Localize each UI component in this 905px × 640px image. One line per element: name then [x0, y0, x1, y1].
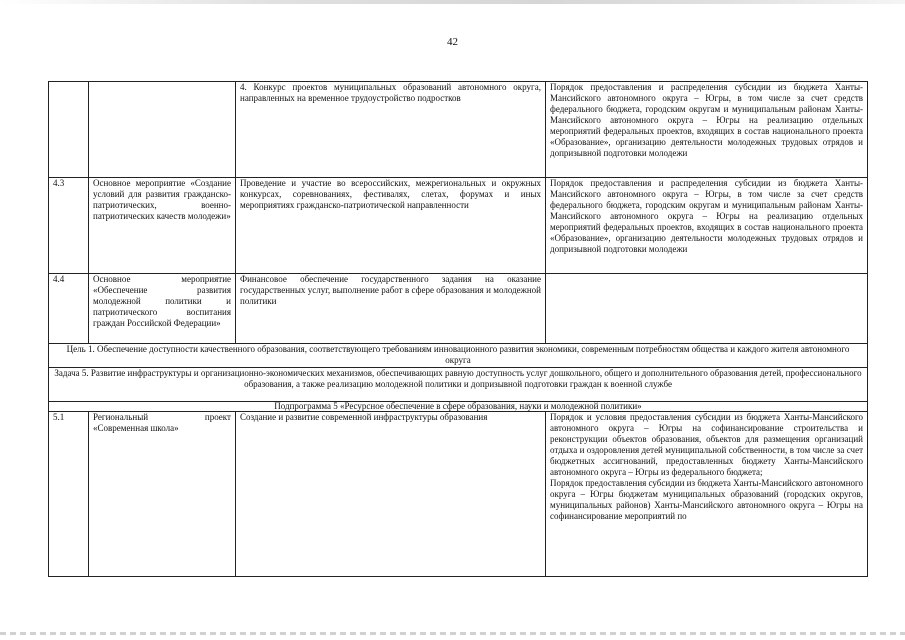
goal-text: Цель 1. Обеспечение доступности качественного образования, соответствующего требованиям инновационного развития экономики, современным потребностям общества и каждого жителя автономного округа — [49, 344, 868, 368]
order-paragraph-1: Порядок и условия предоставления субсидии из бюджета Ханты-Мансийского автономного округа – Югры на софинансирование строительства и реконструкции объектов образования, объектов для размещения организаций отдыха и оздоровления детей муниципальной собственности, в том числе за счет бюджетных ассигнований, предоставленных бюджету Ханты-Мансийского автономного округа – Югры из федерального бюджета; — [550, 412, 863, 477]
activity-name: Основное мероприятие «Создание условий для развития гражданско-патриотических, военно-патриотических качеств молодежи» — [89, 178, 236, 274]
activity-content: Создание и развитие современной инфраструктуры образования — [236, 412, 546, 577]
table-row — [49, 82, 868, 178]
task-text: Задача 5. Развитие инфраструктуры и организационно-экономических механизмов, обеспечивающих равную доступность услуг дошкольного, общего и дополнительного образования детей, профессионального образования, а также реализацию молодежной политики и допризывной подготовки граждан к военной службе — [49, 368, 868, 402]
order-paragraph-2: Порядок предоставления субсидии из бюджета Ханты-Мансийского автономного округа – Югры бюджетам муниципальных образований (городских округов, муниципальных районов) Ханты-Мансийского автономного округа – Югры на софинансирование мероприятий по — [550, 478, 863, 521]
scan-artifact-bottom — [0, 632, 905, 635]
program-table — [48, 81, 868, 577]
row-number: 4.3 — [49, 178, 89, 274]
activity-order: Порядок предоставления и распределения субсидии из бюджета Ханты-Мансийского автономного округа – Югры, в том числе за счет средств федерального бюджета, городским округам и муниципальным районам Ханты-Мансийского автономного округа – Югры на реализацию отдельных мероприятий федеральных проектов, входящих в состав национального проекта «Образование», организацию деятельности молодежных трудовых отрядов и допризывной подготовки молодежи — [546, 82, 868, 178]
activity-name: Основное мероприятие «Обеспечение развития молодежной политики и патриотического воспитания граждан Российской Федерации» — [89, 274, 236, 344]
activity-content: 4. Конкурс проектов муниципальных образований автономного округа, направленных на временное трудоустройство подростков — [236, 82, 546, 178]
subprogram-text: Подпрограмма 5 «Ресурсное обеспечение в сфере образования, науки и молодежной политики» — [49, 402, 868, 412]
activity-content: Проведение и участие во всероссийских, межрегиональных и окружных конкурсах, соревнованиях, фестивалях, слетах, форумах и иных мероприятиях гражданско-патриотической направленности — [236, 178, 546, 274]
table-row — [49, 274, 868, 344]
activity-order — [546, 412, 868, 577]
page-number: 42 — [447, 36, 458, 48]
activity-name: Региональный проект «Современная школа» — [89, 412, 236, 577]
activity-order — [546, 274, 868, 344]
task-row — [49, 368, 868, 402]
activity-content: Финансовое обеспечение государственного задания на оказание государственных услуг, выполнение работ в сфере образования и молодежной политики — [236, 274, 546, 344]
goal-row — [49, 344, 868, 368]
activity-name — [89, 82, 236, 178]
scan-artifact-top — [0, 0, 905, 4]
table-row — [49, 412, 868, 577]
subprogram-row — [49, 402, 868, 412]
row-number — [49, 82, 89, 178]
activity-order: Порядок предоставления и распределения субсидии из бюджета Ханты-Мансийского автономного округа – Югры, в том числе за счет средств федерального бюджета, городским округам и муниципальным районам Ханты-Мансийского автономного округа – Югры на реализацию отдельных мероприятий федеральных проектов, входящих в состав национального проекта «Образование», организацию деятельности молодежных трудовых отрядов и допризывной подготовки молодежи — [546, 178, 868, 274]
row-number: 5.1 — [49, 412, 89, 577]
table-row — [49, 178, 868, 274]
row-number: 4.4 — [49, 274, 89, 344]
